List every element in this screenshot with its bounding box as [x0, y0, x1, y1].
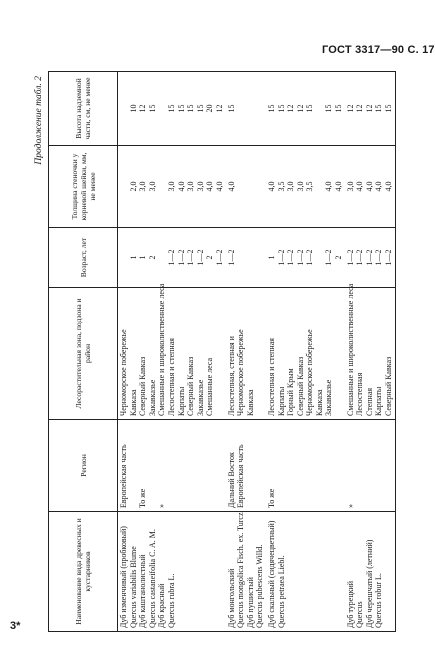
zone-line: Черноморское побережье: [236, 329, 246, 416]
age-line: 1—2: [226, 249, 236, 266]
thickness-line: 4,0: [364, 181, 374, 192]
thickness-line: 3,0: [195, 181, 205, 192]
age-line: 2: [334, 255, 344, 260]
region-line: То же: [138, 488, 148, 508]
zone-line: Смешанные леса: [205, 357, 215, 416]
cell-zone: [118, 283, 226, 420]
thickness-line: 4,0: [176, 181, 186, 192]
region-line: Европейская часть: [119, 444, 128, 508]
thickness-line: 4,0: [214, 181, 224, 192]
thickness-line: [157, 149, 167, 224]
cell-species: [266, 512, 345, 632]
age-line: 2: [205, 255, 215, 260]
height-line: 10: [128, 104, 138, 113]
region-line: [148, 423, 158, 508]
cell-zone: [226, 288, 266, 420]
height-line: 15: [176, 104, 186, 113]
zone-line: Закавказье: [324, 379, 334, 416]
cell-height: [345, 72, 395, 146]
height-line: 15: [147, 104, 157, 113]
age-line: 1—2: [355, 249, 365, 266]
thickness-line: 3,0: [138, 181, 148, 192]
age-line: 1: [128, 255, 138, 260]
species-line: Дуб каштанолистный: [138, 554, 148, 628]
region-line: [167, 423, 177, 508]
zone-line: Смешанные и широколиственные леса: [345, 283, 355, 416]
age-line: 1—2: [166, 249, 176, 266]
thickness-line: 4,0: [266, 181, 276, 192]
species-line: Quercus rubra L.: [166, 573, 176, 628]
page-mark: 3*: [10, 620, 21, 632]
cell-thickness: [226, 146, 266, 228]
zone-line: Черноморское побережье: [305, 329, 315, 416]
col-header-species: Наименование вида древесных и кустарников: [49, 512, 118, 632]
thickness-line: 4,0: [374, 181, 384, 192]
cell-species: [345, 512, 395, 632]
zone-line: Закавказье: [195, 379, 205, 416]
height-line: [119, 75, 129, 142]
region-line: »: [345, 504, 355, 508]
thickness-line: 2,0: [128, 181, 138, 192]
col-header-thickness: Толщина стеночки у корневой шейки, мм, не менее: [49, 146, 118, 228]
height-line: 12: [138, 104, 148, 113]
height-line: 15: [276, 104, 286, 113]
cell-thickness: [266, 146, 345, 228]
zone-line: Степная: [364, 387, 374, 416]
col-header-height: Высота надземной части, см, не менее: [49, 72, 118, 146]
zone-line: Северный Кавказ: [186, 356, 196, 416]
age-line: 1—2: [345, 249, 355, 266]
zone-line: Лесостепная, степная и: [226, 336, 236, 416]
zone-line: Лесостепная и степная: [266, 338, 276, 416]
region-line: То же: [266, 488, 276, 508]
col-header-zone: Лесорастительная зона, подзона и район: [49, 288, 118, 420]
cell-thickness: [345, 146, 395, 228]
height-line: 12: [364, 104, 374, 113]
age-line: 2: [147, 255, 157, 260]
age-line: 1—2: [186, 249, 196, 266]
region-line: »: [157, 504, 167, 508]
region-line: Европейская часть: [236, 444, 246, 508]
zone-line: Кавказа: [314, 389, 324, 416]
species-table: [48, 71, 396, 632]
thickness-line: [119, 149, 129, 224]
zone-line: Кавказа: [128, 389, 138, 416]
thickness-line: 4,0: [384, 181, 394, 192]
zone-line: Лесостепная и степная: [166, 338, 176, 416]
age-line: [119, 231, 129, 284]
species-line: Quercus variabilis Blume: [128, 546, 138, 628]
thickness-line: 3,5: [276, 181, 286, 192]
thickness-line: 3,0: [186, 181, 196, 192]
cell-region: [345, 420, 395, 512]
thickness-line: 3,0: [286, 181, 296, 192]
thickness-line: 3,5: [305, 181, 315, 192]
species-line: Дуб турецкий: [345, 580, 355, 628]
col-header-age: Возраст, лет: [49, 228, 118, 288]
age-line: 1: [266, 255, 276, 260]
height-line: 12: [345, 104, 355, 113]
height-line: 15: [195, 104, 205, 113]
age-line: 1—2: [324, 249, 334, 266]
age-line: 1—2: [295, 249, 305, 266]
table-row: [226, 72, 266, 632]
species-line: Quercus: [355, 601, 365, 628]
height-line: 15: [166, 104, 176, 113]
thickness-line: 4,0: [226, 181, 236, 192]
height-line: 12: [214, 104, 224, 113]
cell-thickness: [118, 146, 226, 228]
table-row: [266, 72, 345, 632]
cell-zone: [345, 283, 395, 420]
species-line: Дуб красный: [157, 583, 167, 628]
cell-age: [345, 228, 395, 288]
species-line: Quercus mongolica Fisch. ex. Turcz: [236, 512, 246, 628]
region-line: Дальний Восток: [226, 452, 236, 508]
species-line: Quercus robur L.: [374, 573, 384, 628]
species-line: Дуб пушистый: [245, 577, 255, 628]
height-line: 15: [186, 104, 196, 113]
species-line: Quercus petraea Liebl.: [276, 555, 286, 628]
thickness-line: 3,0: [147, 181, 157, 192]
col-header-region: Регион: [49, 420, 118, 512]
species-line: Дуб монгольский: [226, 568, 236, 628]
height-line: 12: [286, 104, 296, 113]
table-row: [345, 72, 395, 632]
height-line: [315, 75, 325, 142]
age-line: 1—2: [305, 249, 315, 266]
cell-height: [226, 72, 266, 146]
cell-species: [226, 512, 266, 632]
height-line: 15: [324, 104, 334, 113]
zone-line: Северный Кавказ: [384, 356, 394, 416]
thickness-line: 3,0: [166, 181, 176, 192]
age-line: [157, 231, 167, 284]
cell-age: [266, 228, 345, 288]
zone-line: Горный Крым: [286, 368, 296, 416]
thickness-line: 4,0: [355, 181, 365, 192]
cell-age: [226, 228, 266, 288]
species-line: Дуб изменчивый (пробковый): [119, 526, 128, 628]
header-code: ГОСТ 3317—90 С. 17: [322, 44, 435, 56]
age-line: 1—2: [195, 249, 205, 266]
height-line: 15: [305, 104, 315, 113]
cell-region: [266, 420, 345, 512]
species-line: Дуб черешчатый (летний): [364, 539, 374, 628]
age-line: 1—2: [276, 249, 286, 266]
cell-species: [118, 512, 226, 632]
height-line: 15: [384, 104, 394, 113]
species-line: Дуб скальный (сидячецветный): [266, 520, 276, 628]
species-line: Quercus castaneifolia C. A. M.: [147, 529, 157, 628]
thickness-line: 3,0: [295, 181, 305, 192]
cell-region: [118, 420, 226, 512]
age-line: 1—2: [364, 249, 374, 266]
zone-line: Кавказа: [245, 389, 255, 416]
zone-line: Карпаты: [374, 386, 384, 416]
region-line: [129, 423, 139, 508]
age-line: [315, 231, 325, 284]
zone-line: Закавказье: [147, 379, 157, 416]
age-line: 1: [138, 255, 148, 260]
cell-region: [226, 420, 266, 512]
thickness-line: 4,0: [334, 181, 344, 192]
rotated-sheet: [34, 72, 414, 632]
thickness-line: [315, 149, 325, 224]
age-line: 1—2: [286, 249, 296, 266]
height-line: 12: [295, 104, 305, 113]
species-line: Quercus pubescens Willd.: [255, 544, 265, 628]
table-header-row: [49, 72, 118, 632]
height-line: [157, 75, 167, 142]
cell-height: [118, 72, 226, 146]
height-line: 15: [226, 104, 236, 113]
cell-zone: [266, 288, 345, 420]
zone-line: Северный Кавказ: [138, 356, 148, 416]
thickness-line: 3,0: [345, 181, 355, 192]
age-line: 1—2: [374, 249, 384, 266]
zone-line: Карпаты: [176, 386, 186, 416]
height-line: 15: [266, 104, 276, 113]
continuation-label: Продолжение табл. 2: [34, 76, 44, 165]
age-line: 1—2: [214, 249, 224, 266]
table-row: [118, 72, 226, 632]
cell-age: [118, 228, 226, 288]
zone-line: Смешанные и широколиственные леса: [157, 283, 167, 416]
zone-line: Черноморское побережье: [119, 329, 128, 416]
age-line: 1—2: [384, 249, 394, 266]
height-line: 20: [205, 104, 215, 113]
age-line: 1—2: [176, 249, 186, 266]
zone-line: Карпаты: [276, 386, 286, 416]
thickness-line: 4,0: [205, 181, 215, 192]
height-line: 15: [374, 104, 384, 113]
height-line: 12: [355, 104, 365, 113]
cell-height: [266, 72, 345, 146]
height-line: 15: [334, 104, 344, 113]
thickness-line: 4,0: [324, 181, 334, 192]
zone-line: Северный Кавказ: [295, 356, 305, 416]
zone-line: Лесостепная: [355, 372, 365, 416]
